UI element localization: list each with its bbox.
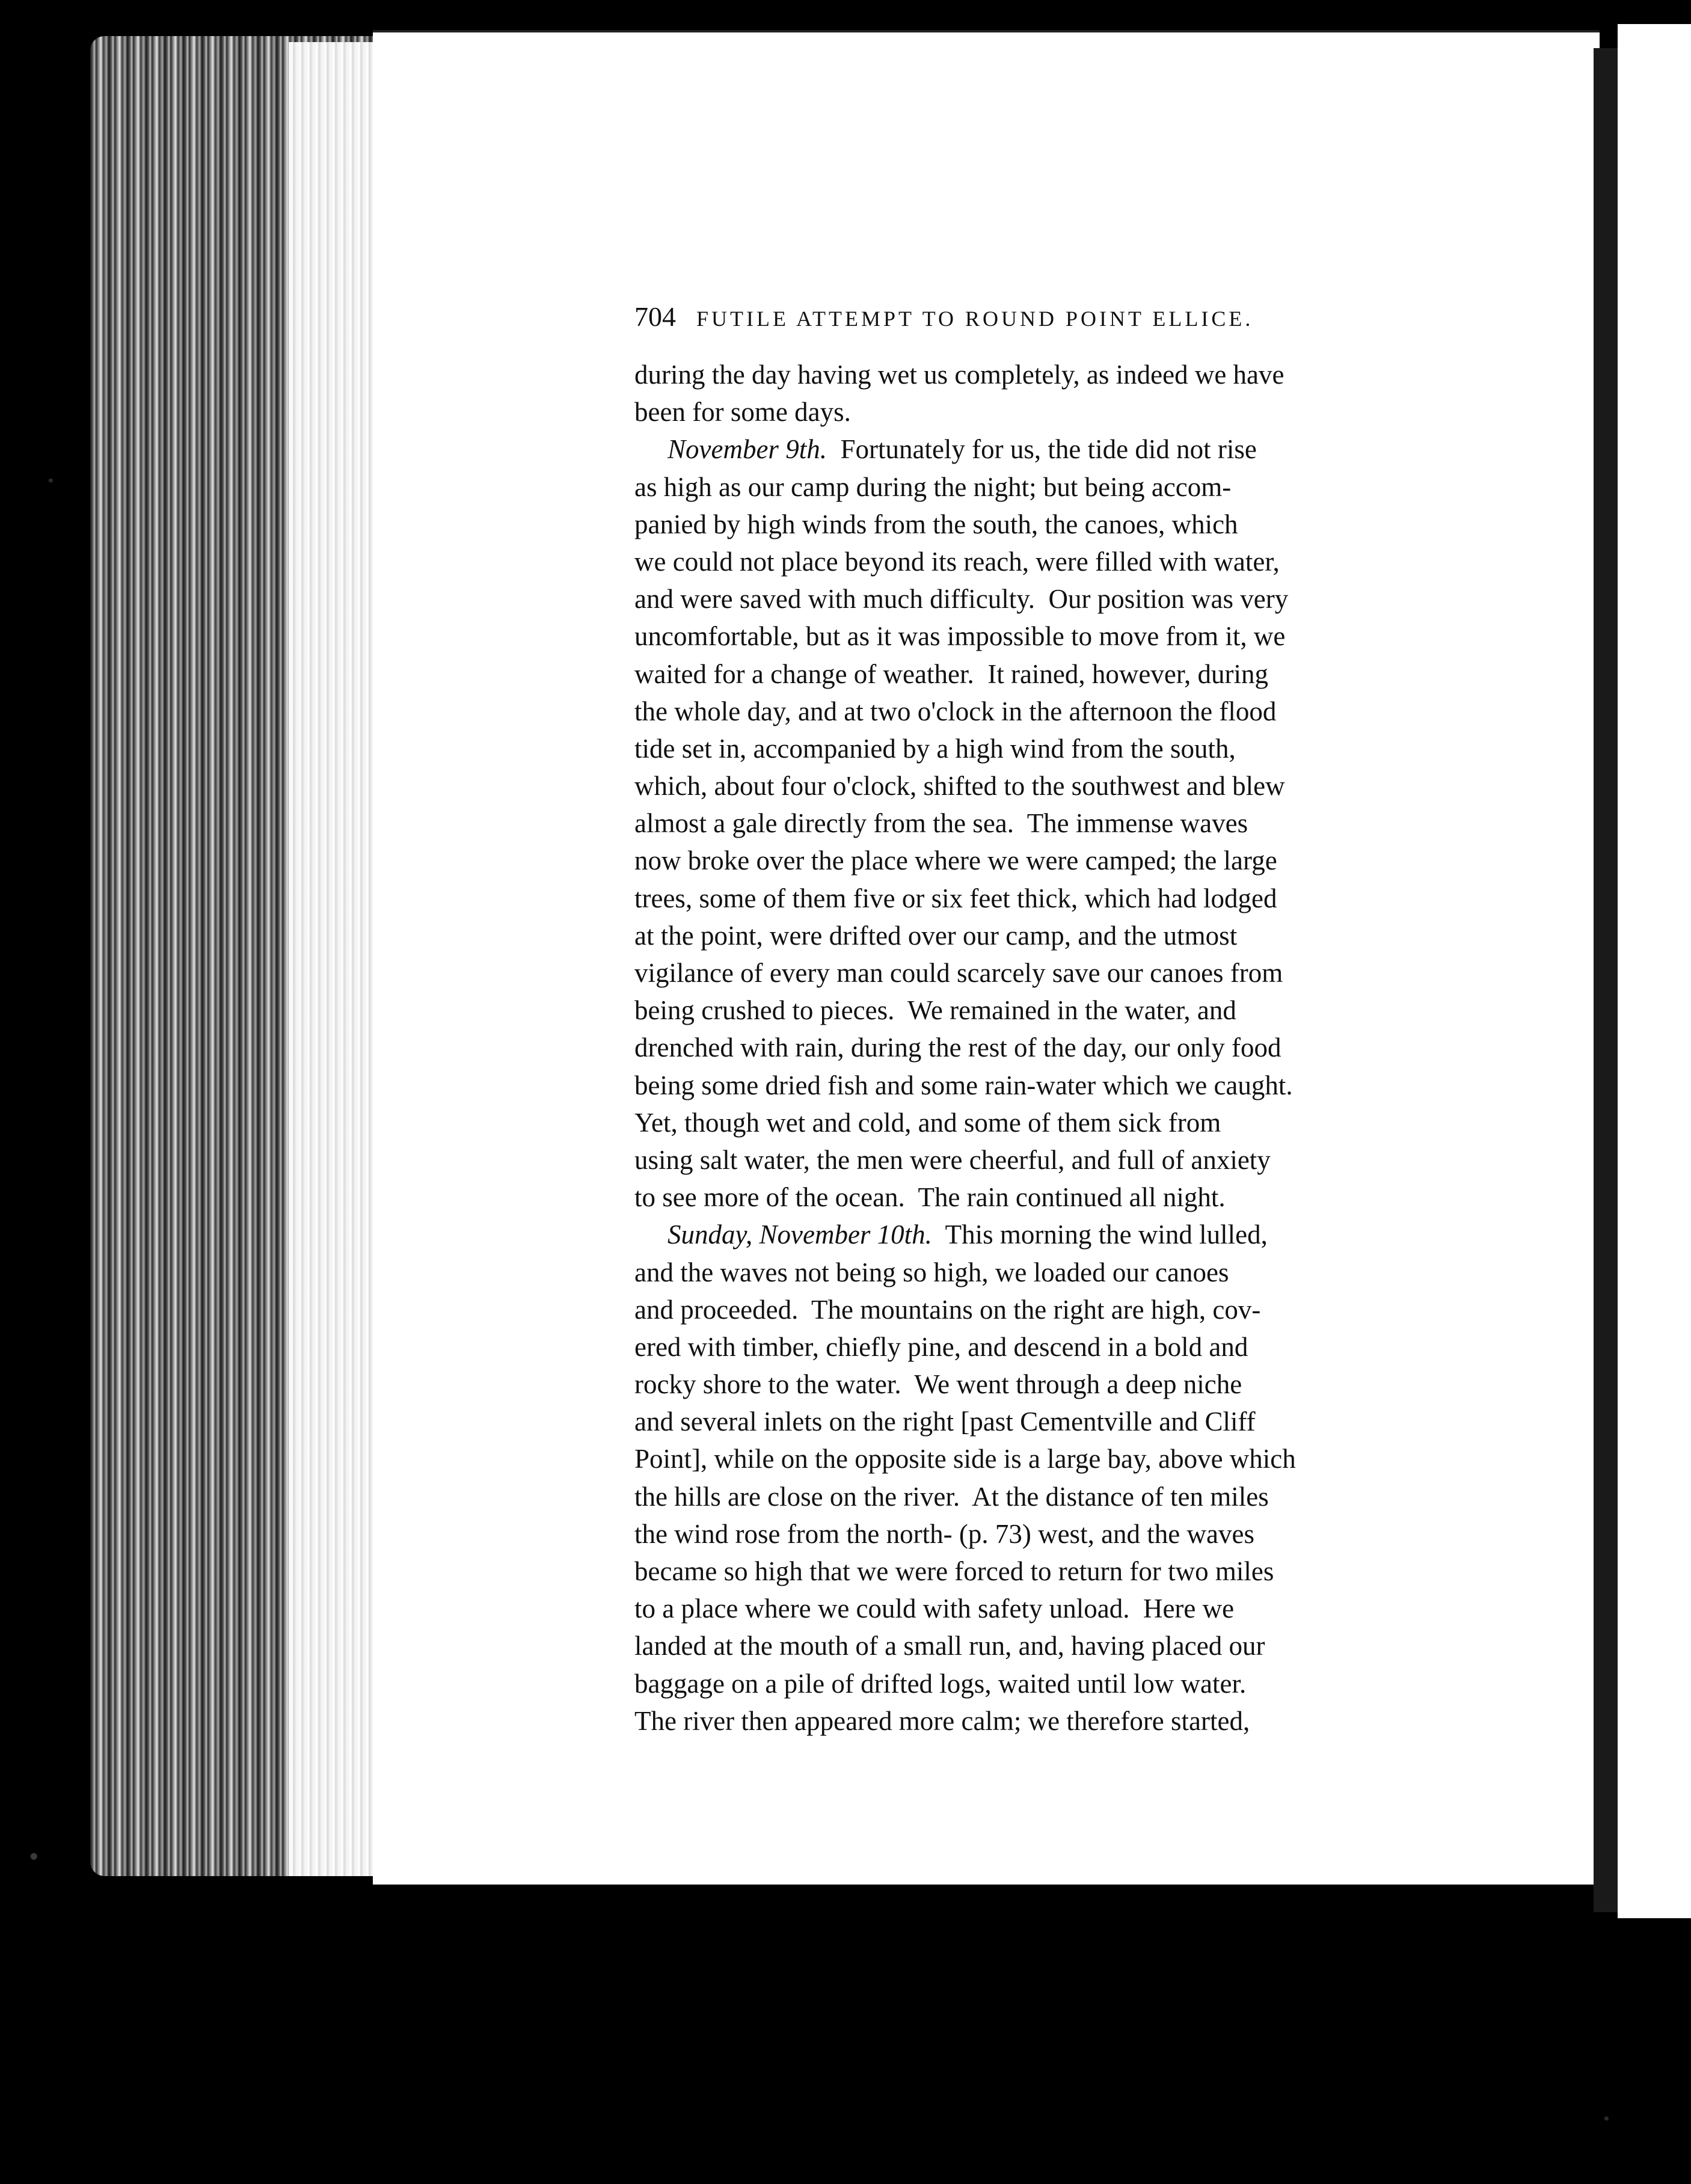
book-page-edges [90,36,379,1876]
text-line: been for some days. [634,397,851,428]
text-line: as high as our camp during the night; but being accom- [634,471,1232,502]
text-line: the wind rose from the north- (p. 73) west, and the waves [634,1518,1254,1549]
text-line: we could not place beyond its reach, were filled with water, [634,546,1280,577]
text-line: which, about four o'clock, shifted to the southwest and blew [634,771,1285,802]
text-line: became so high that we were forced to return for two miles [634,1556,1274,1586]
text-line: now broke over the place where we were camped; the large [634,845,1277,876]
text-line: rocky shore to the water. We went through a deep niche [634,1369,1242,1400]
text-line: waited for a change of weather. It rained, however, during [634,658,1269,689]
entry-date: Sunday, November 10th. [668,1219,932,1250]
text-line: being crushed to pieces. We remained in the water, and [634,995,1236,1026]
book-gutter [1594,48,1618,1912]
entry-date: November 9th. [668,434,827,465]
text-line: almost a gale directly from the sea. The immense waves [634,808,1248,839]
text-line: being some dried fish and some rain-water which we caught. [634,1070,1293,1100]
text-line: to a place where we could with safety unload. Here we [634,1594,1235,1624]
page-number: 704 [634,301,676,332]
running-head [634,301,1452,333]
text-line: the hills are close on the river. At the distance of ten miles [634,1481,1269,1512]
text-line: trees, some of them five or six feet thick, which had lodged [634,883,1277,913]
body-text [634,356,1461,1740]
text-line: baggage on a pile of drifted logs, waited until low water. [634,1668,1247,1699]
text-line: Point], while on the opposite side is a large bay, above which [634,1444,1296,1474]
text-line: during the day having wet us completely, as indeed we have [634,360,1284,390]
text-line: drenched with rain, during the rest of the day, our only food [634,1032,1281,1063]
text-line: the whole day, and at two o'clock in the afternoon the flood [634,696,1277,726]
text-line: and were saved with much difficulty. Our position was very [634,584,1289,615]
text-line: tide set in, accompanied by a high wind from the south, [634,733,1236,764]
text-line: The river then appeared more calm; we therefore started, [634,1705,1250,1736]
text-line: Yet, though wet and cold, and some of them sick from [634,1107,1221,1138]
text-line: panied by high winds from the south, the canoes, which [634,509,1238,539]
text-line: to see more of the ocean. The rain continued all night. [634,1182,1226,1213]
text-line: uncomfortable, but as it was impossible to move from it, we [634,621,1286,652]
text-line: ered with timber, chiefly pine, and descend in a bold and [634,1331,1248,1362]
text-line: at the point, were drifted over our camp, and the utmost [634,920,1238,951]
opposite-page-edge [1618,24,1691,1918]
text-line: November 9th. Fortunately for us, the tide did not rise [668,434,1257,465]
text-line: and the waves not being so high, we loaded our canoes [634,1257,1229,1287]
text-line: and several inlets on the right [past Cementville and Cliff [634,1406,1256,1437]
chapter-heading: FUTILE ATTEMPT TO ROUND POINT ELLICE. [696,307,1254,331]
text-line: and proceeded. The mountains on the right are high, cov- [634,1294,1261,1325]
text-line: using salt water, the men were cheerful, and full of anxiety [634,1144,1271,1175]
text-line: landed at the mouth of a small run, and, having placed our [634,1631,1265,1661]
text-line: vigilance of every man could scarcely save our canoes from [634,958,1283,988]
text-line: Sunday, November 10th. This morning the wind lulled, [668,1219,1268,1250]
